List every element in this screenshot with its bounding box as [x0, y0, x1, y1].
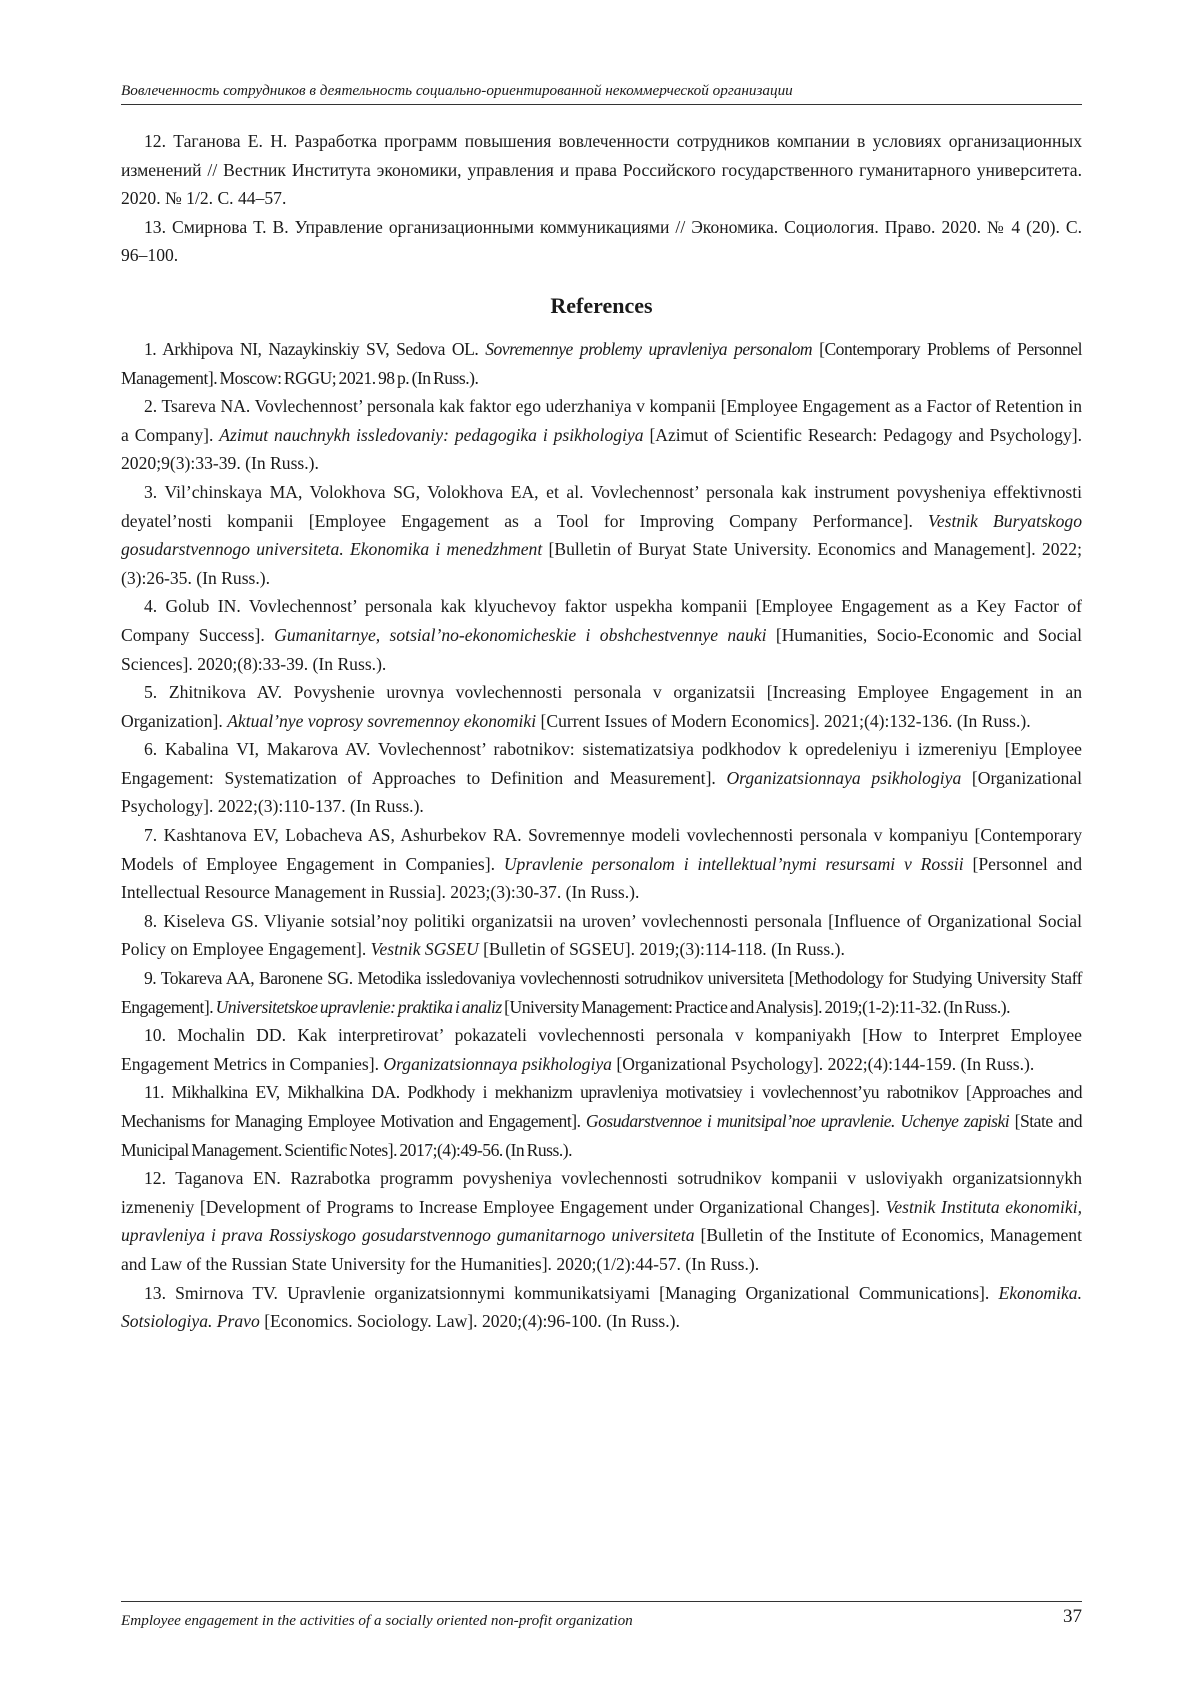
references-list [121, 335, 1082, 1336]
reference-text: [Personnel and Intellectual Resource Management in Russia]. 2023;(3):30-37. (In Russ.). [121, 853, 1083, 903]
reference-source-title: Universitetskoe upravlenie: praktika i analiz [215, 996, 502, 1017]
reference-item-12 [121, 1164, 1082, 1278]
reference-source-title: Organizatsionnaya psikhologiya [383, 1053, 612, 1074]
reference-source-title: Vestnik Buryatskogo gosudarstvennogo universiteta. Ekonomika i menedzhment [121, 510, 1082, 560]
page-number: 37 [1063, 1606, 1082, 1627]
reference-text: 7. Kashtanova EV, Lobacheva AS, Ashurbekov RA. Sovremennye modeli vovlechennosti personala v kompaniyu [Contemporary Models of Employee Engagement in Companies]. [121, 825, 1082, 874]
reference-text: 8. Kiseleva GS. Vliyanie sotsial’noy politiki organizatsii na uroven’ vovlechennosti personala [Influence of Organizational Social Policy on Employee Engagement]. [121, 910, 1082, 960]
reference-source-title: Sovremennye problemy upravleniya personalom [485, 338, 813, 359]
reference-text: [Contemporary Problems of Personnel Management]. Moscow: RGGU; 2021. 98 p. (In Russ.). [121, 338, 1082, 388]
reference-text: 5. Zhitnikova AV. Povyshenie urovnya vovlechennosti personala v organizatsii [Increasing Employee Engagement in an Organization]. [121, 682, 1082, 731]
reference-source-title: Gosudarstvennoe i munitsipal’noe upravlenie. Uchenye zapiski [585, 1111, 1010, 1131]
reference-text: [Current Issues of Modern Economics]. 2021;(4):132-136. (In Russ.). [536, 710, 1031, 731]
reference-text: [Azimut of Scientific Research: Pedagogy and Psychology]. 2020;9(3):33-39. (In Russ.). [121, 424, 1083, 474]
reference-text: 11. Mikhalkina EV, Mikhalkina DA. Podkhody i mekhanizm upravleniya motivatsiey i vovlechennost’yu rabotnikov [Approaches and Mechanisms for Managing Employee Motivation and Engagement]. [121, 1082, 1082, 1131]
reference-text: [Bulletin of Buryat State University. Economics and Management]. 2022;(3):26-35. (In Russ.). [121, 539, 1082, 588]
reference-text: 13. Smirnova TV. Upravlenie organizatsionnymi kommunikatsiyami [Managing Organizational Communications]. [144, 1282, 999, 1303]
reference-source-title: Vestnik Instituta ekonomiki, upravleniya i prava Rossiyskogo gosudarstvennogo gumanitarnogo universiteta [121, 1196, 1082, 1246]
reference-text: 12. Taganova EN. Razrabotka programm povysheniya vovlechennosti sotrudnikov kompanii v usloviyakh organizatsionnykh izmeneniy [Development of Programs to Increase Employee Engagement under Organizational Changes]. [121, 1168, 1082, 1217]
footer-divider [121, 1601, 1082, 1602]
reference-text: [Economics. Sociology. Law]. 2020;(4):96-100. (In Russ.). [259, 1311, 680, 1332]
reference-item-5 [121, 678, 1082, 735]
running-header: Вовлеченность сотрудников в деятельность социально-ориентированной некоммерческой организации [121, 82, 1082, 105]
reference-source-title: Organizatsionnaya psikhologiya [726, 767, 962, 788]
reference-source-title: Upravlenie personalom i intellektual’nymi resursami v Rossii [503, 853, 964, 874]
references-heading: References [550, 292, 653, 318]
reference-item-6 [121, 735, 1082, 821]
reference-text: [University Management: Practice and Analysis]. 2019;(1-2):11-32. (In Russ.). [501, 996, 1011, 1017]
reference-item-8 [121, 907, 1082, 964]
reference-item-4 [121, 592, 1082, 678]
reference-source-title: Gumanitarnye, sotsial’no-ekonomicheskie i obshchestvennye nauki [274, 624, 767, 645]
reference-item-9 [121, 964, 1082, 1021]
reference-text: 4. Golub IN. Vovlechennost’ personala kak klyuchevoy faktor uspekha kompanii [Employee Engagement as a Key Factor of Company Success]. [121, 596, 1082, 645]
reference-text: 6. Kabalina VI, Makarova AV. Vovlechennost’ rabotnikov: sistematizatsiya podkhodov k opredeleniyu i izmereniyu [Employee Engagement: Systematization of Approaches to Definition and Measurement]. [121, 739, 1082, 788]
reference-item-10 [121, 1021, 1082, 1078]
reference-source-title: Ekonomika. Sotsiologiya. Pravo [121, 1282, 1082, 1332]
reference-text: [Organizational Psychology]. 2022;(3):110-137. (In Russ.). [121, 767, 1082, 817]
reference-text: [Bulletin of SGSEU]. 2019;(3):114-118. (In Russ.). [478, 939, 845, 960]
reference-text: 9. Tokareva AA, Baronene SG. Metodika issledovaniya vovlechennosti sotrudnikov universiteta [Methodology for Studying University Staff Engagement]. [121, 968, 1082, 1017]
reference-text: [Humanities, Socio-Economic and Social Sciences]. 2020;(8):33-39. (In Russ.). [121, 624, 1082, 674]
reference-text: 1. Arkhipova NI, Nazaykinskiy SV, Sedova OL. [144, 338, 486, 359]
reference-item-1 [121, 335, 1082, 392]
reference-source-title: Azimut nauchnykh issledovaniy: pedagogika i psikhologiya [219, 424, 644, 445]
reference-item-11 [121, 1078, 1082, 1164]
reference-item-7 [121, 821, 1082, 907]
running-footer: Employee engagement in the activities of a socially oriented non-profit organization [121, 1612, 633, 1629]
russian-ref-12: 12. Таганова Е. Н. Разработка программ повышения вовлеченности сотрудников компании в условиях организационных изменений // Вестник Института экономики, управления и права Российского государственного гуманитарного университета. 2020. № 1/2. С. 44–57. [121, 131, 1082, 209]
reference-item-2 [121, 392, 1082, 478]
reference-text: [Bulletin of the Institute of Economics, Management and Law of the Russian State University for the Humanities]. 2020;(1/2):44-57. (In Russ.). [121, 1225, 1082, 1274]
reference-source-title: Vestnik SGSEU [370, 939, 479, 960]
reference-text: [State and Municipal Management. Scientific Notes]. 2017;(4):49-56. (In Russ.). [121, 1111, 1082, 1160]
reference-item-3 [121, 478, 1082, 592]
russian-ref-13: 13. Смирнова Т. В. Управление организационными коммуникациями // Экономика. Социология. Право. 2020. № 4 (20). С. 96–100. [121, 216, 1082, 266]
article-content [121, 127, 1082, 1336]
reference-text: 2. Tsareva NA. Vovlechennost’ personala kak faktor ego uderzhaniya v kompanii [Employee Engagement as a Factor of Retention in a Company]. [121, 396, 1082, 445]
reference-item-13 [121, 1279, 1082, 1336]
reference-source-title: Aktual’nye voprosy sovremennoy ekonomiki [227, 710, 537, 731]
reference-text: 10. Mochalin DD. Kak interpretirovat’ pokazateli vovlechennosti personala v kompaniyakh [How to Interpret Employee Engagement Metrics in Companies]. [121, 1025, 1082, 1074]
reference-text: [Organizational Psychology]. 2022;(4):144-159. (In Russ.). [611, 1053, 1035, 1074]
reference-text: 3. Vil’chinskaya MA, Volokhova SG, Volokhova EA, et al. Vovlechennost’ personala kak instrument povysheniya effektivnosti deyatel’nosti kompanii [Employee Engagement as a Tool for Improving Company Performance]. [121, 481, 1082, 531]
